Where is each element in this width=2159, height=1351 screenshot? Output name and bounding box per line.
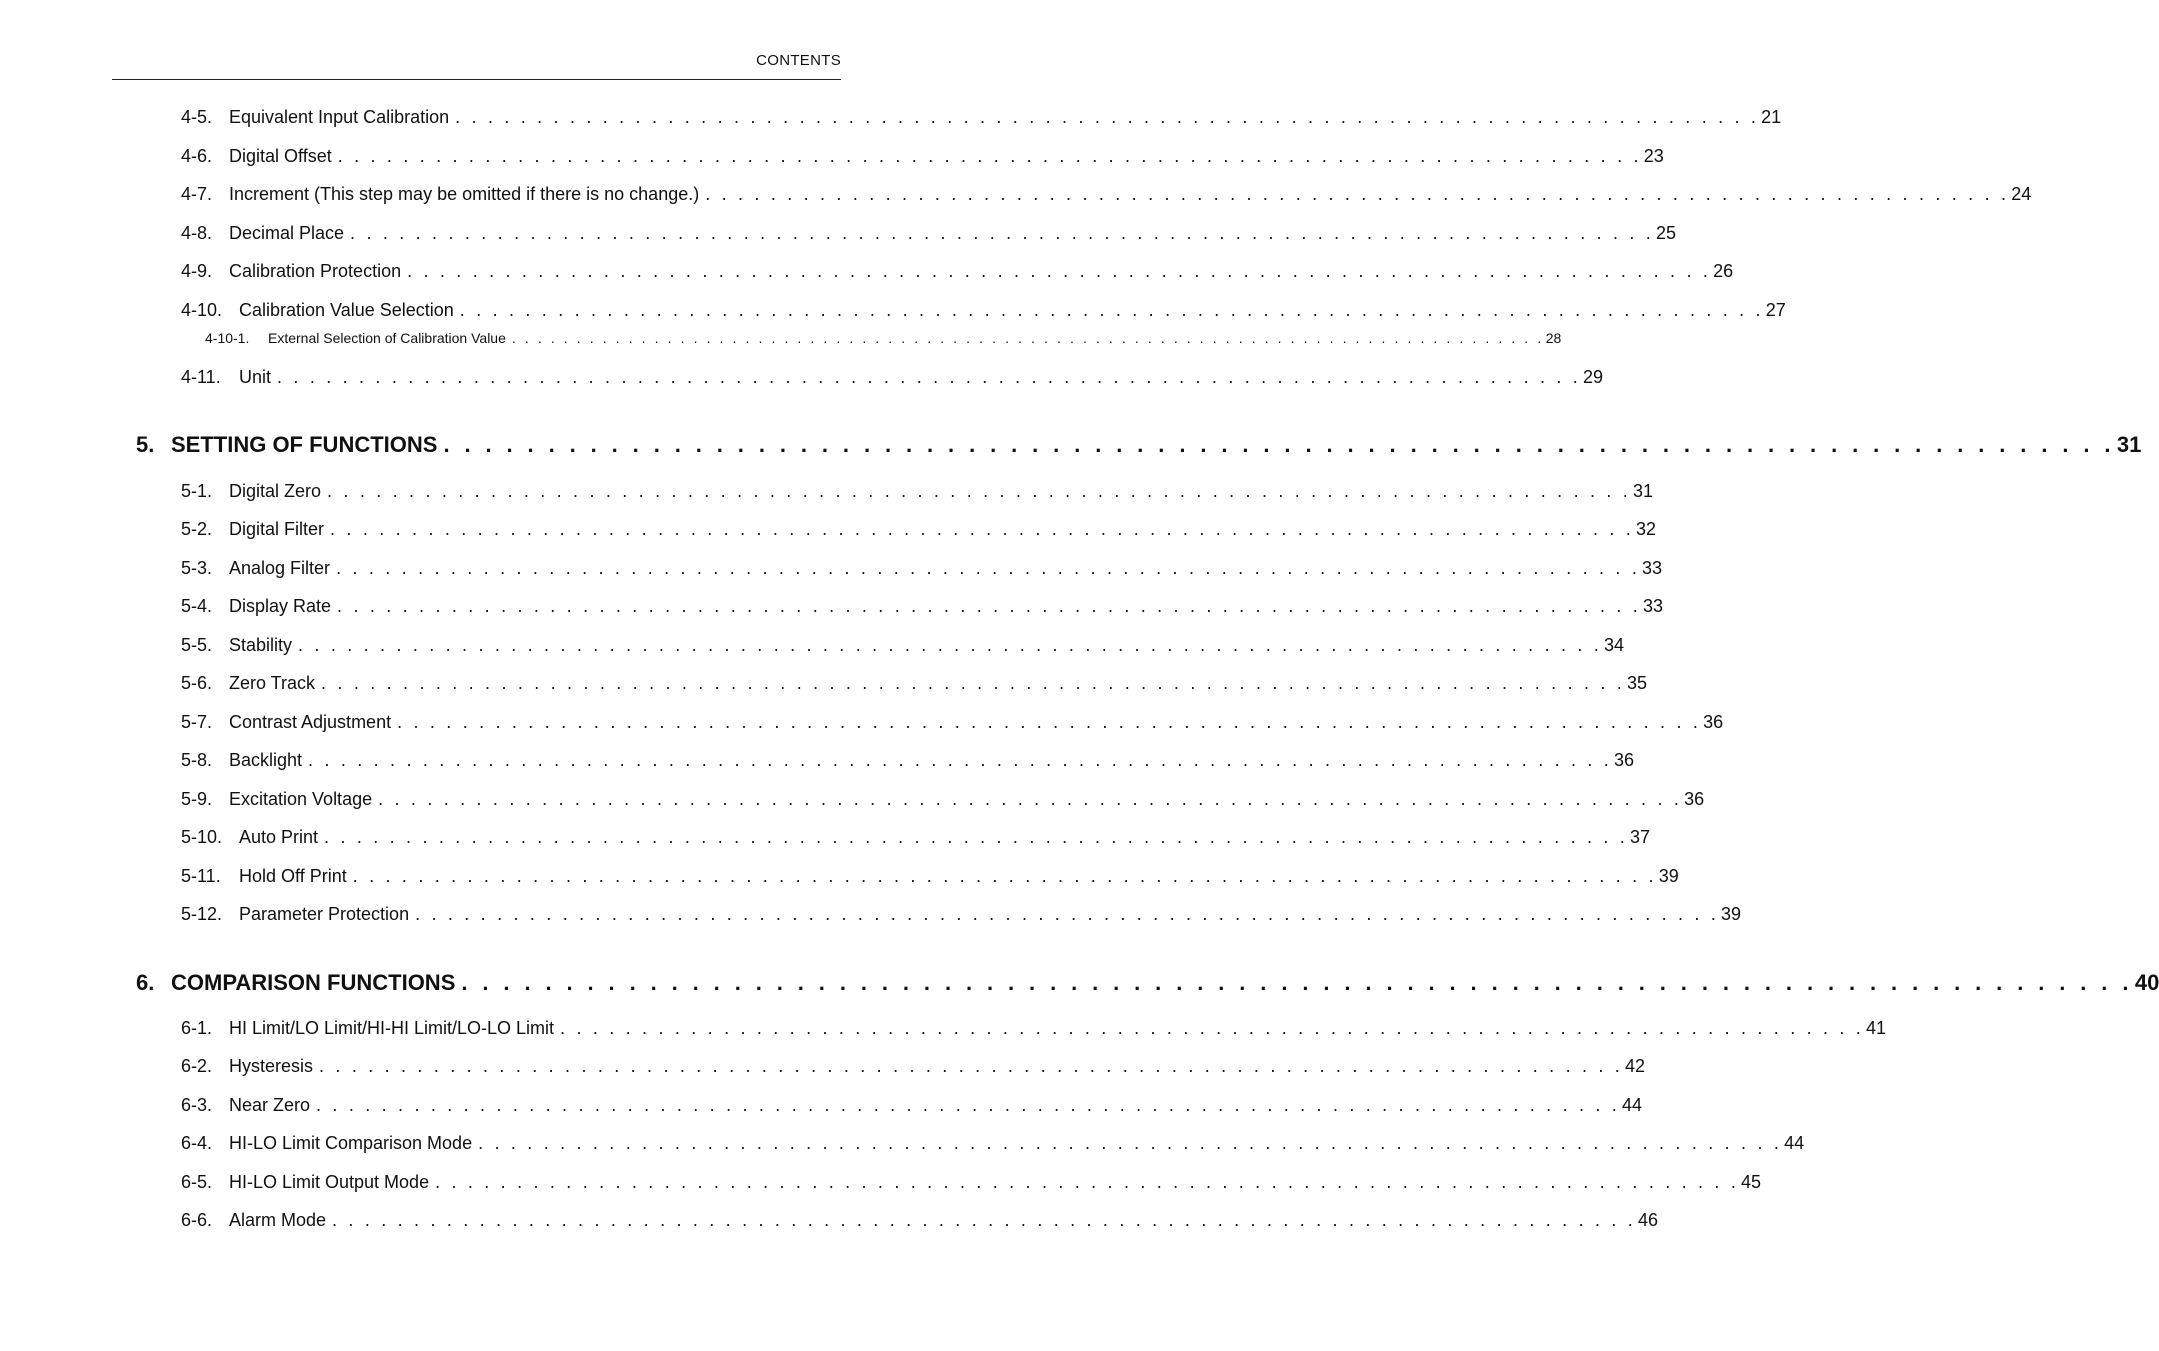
toc-title: Unit — [239, 367, 272, 387]
dot-leader: . . . . . . . . . . . . . . . . . . . . . . . . . . . . . . . . . . . . . . . . . . . . . . . . . . . . . . . . . . . . . . . . . . . . . . . . . . . . . . . . — [277, 367, 1581, 387]
toc-entry-4-8[interactable] — [181, 223, 1677, 247]
dot-leader: . . . . . . . . . . . . . . . . . . . . . . . . . . . . . . . . . . . . . . . . . . . . . . . . . . . . . . . . . . . . . . . . . . . . . . . . . . . . . . . . — [435, 1172, 1740, 1192]
toc-page: 23 — [1643, 146, 1664, 166]
dot-leader: . . . . . . . . . . . . . . . . . . . . . . . . . . . . . . . . . . . . . . . . . . . . . . . . . . . . . . . . . . . . . . . . . . . . . . . . . . . . . . . . — [560, 1018, 1865, 1038]
toc-number: 5-7. — [181, 712, 213, 732]
toc-title: Alarm Mode — [229, 1210, 327, 1230]
page-header — [112, 50, 841, 80]
toc-page: 21 — [1761, 107, 1782, 127]
toc-number: 6. — [136, 970, 155, 995]
toc-page: 27 — [1765, 300, 1786, 320]
toc-title: Digital Filter — [229, 519, 325, 539]
toc-page: 33 — [1642, 558, 1663, 578]
dot-leader: . . . . . . . . . . . . . . . . . . . . . . . . . . . . . . . . . . . . . . . . . . . . . . . . . . . . . . . . . . . . . . . . . . . . . . . . . . . . . . . . — [332, 1210, 1636, 1230]
toc-entry-5-1[interactable] — [181, 481, 1654, 505]
dot-leader: . . . . . . . . . . . . . . . . . . . . . . . . . . . . . . . . . . . . . . . . . . . . . . . . . . . . . . . . . . . . . . . . . . . . . . . . . . . . . . . . — [337, 146, 1642, 166]
dot-leader: . . . . . . . . . . . . . . . . . . . . . . . . . . . . . . . . . . . . . . . . . . . . . . . . . . . . . . . . . . . . . . . . . . . . . . . . . . . . . . . . — [455, 107, 1760, 127]
toc-page: 25 — [1656, 223, 1677, 243]
dot-leader: . . . . . . . . . . . . . . . . . . . . . . . . . . . . . . . . . . . . . . . . . . . . . . . . . . . . . . . . . . . . . . . . . . . . . . . . . . . . . . . . — [336, 558, 1641, 578]
toc-page: 36 — [1614, 750, 1635, 770]
toc-entry-5-9[interactable] — [181, 789, 1705, 813]
toc-title: Stability — [229, 635, 293, 655]
toc-number: 5-6. — [181, 673, 213, 693]
toc-title: Contrast Adjustment — [229, 712, 392, 732]
toc-number: 5-1. — [181, 481, 213, 501]
toc-title: Hold Off Print — [239, 866, 347, 886]
toc-number: 4-6. — [181, 146, 213, 166]
toc-entry-6-2[interactable] — [181, 1056, 1646, 1080]
toc-entry-5-11[interactable] — [181, 866, 1679, 890]
toc-title: COMPARISON FUNCTIONS — [171, 970, 456, 995]
toc-number: 5-4. — [181, 596, 213, 616]
toc-number: 6-1. — [181, 1018, 213, 1038]
toc-page: 31 — [2116, 432, 2142, 457]
toc-entry-5-7[interactable] — [181, 712, 1724, 736]
toc-page: 24 — [2011, 184, 2032, 204]
toc-page: 29 — [1582, 367, 1604, 387]
dot-leader: . . . . . . . . . . . . . . . . . . . . . . . . . . . . . . . . . . . . . . . . . . . . . . . . . . . . . . . . . . . . . . . . . . . . . . . . . . . . . . . . — [461, 970, 2133, 995]
toc-number: 5-3. — [181, 558, 213, 578]
toc-number: 5-8. — [181, 750, 213, 770]
toc-title: Equivalent Input Calibration — [229, 107, 450, 127]
toc-entry-4-6[interactable] — [181, 146, 1664, 170]
toc-number: 5-2. — [181, 519, 213, 539]
toc-entry-6-4[interactable] — [181, 1133, 1805, 1157]
toc-entry-4-10[interactable] — [181, 300, 1786, 324]
toc-number: 4-10. — [181, 300, 223, 320]
dot-leader: . . . . . . . . . . . . . . . . . . . . . . . . . . . . . . . . . . . . . . . . . . . . . . . . . . . . . . . . . . . . . . . . . . . . . . . . . . . . . . . . — [308, 750, 1613, 770]
toc-number: 5-10. — [181, 827, 223, 847]
toc-page: 34 — [1604, 635, 1625, 655]
toc-chapter-6[interactable] — [136, 970, 2159, 1000]
toc-number: 6-3. — [181, 1095, 213, 1115]
toc-page: 45 — [1741, 1172, 1762, 1192]
dot-leader: . . . . . . . . . . . . . . . . . . . . . . . . . . . . . . . . . . . . . . . . . . . . . . . . . . . . . . . . . . . . . . . . . . . . . . . . . . . . . . . . — [378, 789, 1683, 809]
toc-title: Near Zero — [229, 1095, 311, 1115]
toc-number: 5-12. — [181, 904, 223, 924]
dot-leader: . . . . . . . . . . . . . . . . . . . . . . . . . . . . . . . . . . . . . . . . . . . . . . . . . . . . . . . . . . . . . . . . . . . . . . . . . . . . . . . . — [459, 300, 1764, 320]
toc-number: 5-5. — [181, 635, 213, 655]
toc-entry-4-5[interactable] — [181, 107, 1782, 131]
toc-title: Display Rate — [229, 596, 332, 616]
toc-number: 4-10-1. — [205, 330, 250, 346]
toc-entry-4-7[interactable] — [181, 184, 2032, 208]
toc-number: 4-9. — [181, 261, 213, 281]
toc-entry-4-9[interactable] — [181, 261, 1734, 285]
dot-leader: . . . . . . . . . . . . . . . . . . . . . . . . . . . . . . . . . . . . . . . . . . . . . . . . . . . . . . . . . . . . . . . . . . . . . . . . . . . . . . . . — [337, 596, 1642, 616]
dot-leader: . . . . . . . . . . . . . . . . . . . . . . . . . . . . . . . . . . . . . . . . . . . . . . . . . . . . . . . . . . . . . . . . . . . . . . . . . . . . . . . . — [316, 1095, 1620, 1115]
toc-number: 6-6. — [181, 1210, 213, 1230]
toc-entry-6-6[interactable] — [181, 1210, 1659, 1234]
dot-leader: . . . . . . . . . . . . . . . . . . . . . . . . . . . . . . . . . . . . . . . . . . . . . . . . . . . . . . . . . . . . . . . . . . . . . . . . . . . . . . . . — [415, 904, 1720, 924]
toc-number: 6-4. — [181, 1133, 213, 1153]
toc-title: External Selection of Calibration Value — [268, 330, 506, 346]
dot-leader: . . . . . . . . . . . . . . . . . . . . . . . . . . . . . . . . . . . . . . . . . . . . . . . . . . . . . . . . . . . . . . . . . . . . . . . . . . . . . . . . — [407, 261, 1712, 281]
toc-title: HI-LO Limit Comparison Mode — [229, 1133, 473, 1153]
dot-leader: . . . . . . . . . . . . . . . . . . . . . . . . . . . . . . . . . . . . . . . . . . . . . . . . . . . . . . . . . . . . . . . . . . . . . . . . . . . . . . . . — [319, 1056, 1623, 1076]
toc-title: Auto Print — [239, 827, 319, 847]
dot-leader: . . . . . . . . . . . . . . . . . . . . . . . . . . . . . . . . . . . . . . . . . . . . . . . . . . . . . . . . . . . . . . . . . . . . . . . . . . . . . . . . — [298, 635, 1602, 655]
toc-page: 36 — [1703, 712, 1724, 732]
toc-page: 26 — [1713, 261, 1734, 281]
toc-title: Parameter Protection — [239, 904, 410, 924]
toc-page: 41 — [1866, 1018, 1887, 1038]
toc-number: 5-11. — [181, 866, 221, 886]
toc-title: Calibration Value Selection — [239, 300, 454, 320]
dot-leader: . . . . . . . . . . . . . . . . . . . . . . . . . . . . . . . . . . . . . . . . . . . . . . . . . . . . . . . . . . . . . . . . . . . . . . . . . . . . . . . . — [350, 223, 1655, 243]
toc-title: Calibration Protection — [229, 261, 402, 281]
toc-entry-6-5[interactable] — [181, 1172, 1762, 1196]
toc-page: 40 — [2134, 970, 2159, 995]
toc-title: Digital Zero — [229, 481, 322, 501]
toc-page: 35 — [1627, 673, 1648, 693]
dot-leader: . . . . . . . . . . . . . . . . . . . . . . . . . . . . . . . . . . . . . . . . . . . . . . . . . . . . . . . . . . . . . . . . . . . . . . . . . . . . . . . . — [330, 519, 1634, 539]
toc-page: 42 — [1624, 1056, 1646, 1076]
toc-number: 4-11. — [181, 367, 221, 387]
toc-title: Analog Filter — [229, 558, 331, 578]
dot-leader: . . . . . . . . . . . . . . . . . . . . . . . . . . . . . . . . . . . . . . . . . . . . . . . . . . . . . . . . . . . . . . . . . . . . . . . . . . . . . . . . — [705, 184, 2010, 204]
toc-page: 37 — [1630, 827, 1651, 847]
toc-number: 6-5. — [181, 1172, 213, 1192]
toc-title: Zero Track — [229, 673, 316, 693]
toc-number: 4-5. — [181, 107, 213, 127]
toc-title: HI-LO Limit Output Mode — [229, 1172, 430, 1192]
toc-page: 39 — [1658, 866, 1679, 886]
toc-entry-5-3[interactable] — [181, 558, 1663, 582]
toc-page: 44 — [1784, 1133, 1805, 1153]
toc-chapter-5[interactable] — [136, 432, 2142, 462]
toc-number: 4-8. — [181, 223, 213, 243]
dot-leader: . . . . . . . . . . . . . . . . . . . . . . . . . . . . . . . . . . . . . . . . . . . . . . . . . . . . . . . . . . . . . . . . . . . . . . . . . . . . . . . . — [397, 712, 1702, 732]
toc-entry-5-2[interactable] — [181, 519, 1657, 543]
toc-title: HI Limit/LO Limit/HI-HI Limit/LO-LO Limit — [229, 1018, 555, 1038]
toc-page: 31 — [1633, 481, 1654, 501]
toc-number: 5-9. — [181, 789, 213, 809]
toc-number: 6-2. — [181, 1056, 213, 1076]
toc-page: 36 — [1684, 789, 1705, 809]
toc-number: 4-7. — [181, 184, 213, 204]
toc-title: Decimal Place — [229, 223, 345, 243]
toc-entry-5-10[interactable] — [181, 827, 1651, 851]
toc-entry-4-10-1[interactable] — [205, 330, 1562, 348]
toc-title: Hysteresis — [229, 1056, 314, 1076]
toc-entry-5-6[interactable] — [181, 673, 1648, 697]
toc-title: Backlight — [229, 750, 303, 770]
toc-page: 46 — [1638, 1210, 1659, 1230]
toc-title: SETTING OF FUNCTIONS — [171, 432, 438, 457]
dot-leader: . . . . . . . . . . . . . . . . . . . . . . . . . . . . . . . . . . . . . . . . . . . . . . . . . . . . . . . . . . . . . . . . . . . . . . . . . . . . . . . . — [478, 1133, 1783, 1153]
toc-title: Digital Offset — [229, 146, 332, 166]
toc-entry-5-12[interactable] — [181, 904, 1742, 928]
toc-page: 39 — [1721, 904, 1742, 924]
toc-entry-5-5[interactable] — [181, 635, 1625, 659]
toc-title: Excitation Voltage — [229, 789, 373, 809]
toc-page: 28 — [1545, 330, 1562, 346]
toc-entry-4-11[interactable] — [181, 367, 1604, 391]
dot-leader: . . . . . . . . . . . . . . . . . . . . . . . . . . . . . . . . . . . . . . . . . . . . . . . . . . . . . . . . . . . . . . . . . . . . . . . . . . . . . . . . — [321, 673, 1625, 693]
toc-entry-5-8[interactable] — [181, 750, 1635, 774]
toc-entry-6-1[interactable] — [181, 1018, 1887, 1042]
toc-page: 44 — [1622, 1095, 1643, 1115]
toc-number: 5. — [136, 432, 155, 457]
dot-leader: . . . . . . . . . . . . . . . . . . . . . . . . . . . . . . . . . . . . . . . . . . . . . . . . . . . . . . . . . . . . . . . . . . . . . . . . . . . . . . . . — [324, 827, 1629, 847]
dot-leader: . . . . . . . . . . . . . . . . . . . . . . . . . . . . . . . . . . . . . . . . . . . . . . . . . . . . . . . . . . . . . . . . . . . . . . . . . . . . . . . . — [511, 330, 1544, 346]
toc-entry-6-3[interactable] — [181, 1095, 1643, 1119]
toc-title: Increment (This step may be omitted if there is no change.) — [229, 184, 700, 204]
toc-page: 32 — [1636, 519, 1657, 539]
dot-leader: . . . . . . . . . . . . . . . . . . . . . . . . . . . . . . . . . . . . . . . . . . . . . . . . . . . . . . . . . . . . . . . . . . . . . . . . . . . . . . . . — [443, 432, 2115, 457]
toc-page: 33 — [1643, 596, 1664, 616]
toc-entry-5-4[interactable] — [181, 596, 1664, 620]
header-title: CONTENTS — [756, 52, 841, 69]
dot-leader: . . . . . . . . . . . . . . . . . . . . . . . . . . . . . . . . . . . . . . . . . . . . . . . . . . . . . . . . . . . . . . . . . . . . . . . . . . . . . . . . — [352, 866, 1657, 886]
dot-leader: . . . . . . . . . . . . . . . . . . . . . . . . . . . . . . . . . . . . . . . . . . . . . . . . . . . . . . . . . . . . . . . . . . . . . . . . . . . . . . . . — [327, 481, 1631, 501]
